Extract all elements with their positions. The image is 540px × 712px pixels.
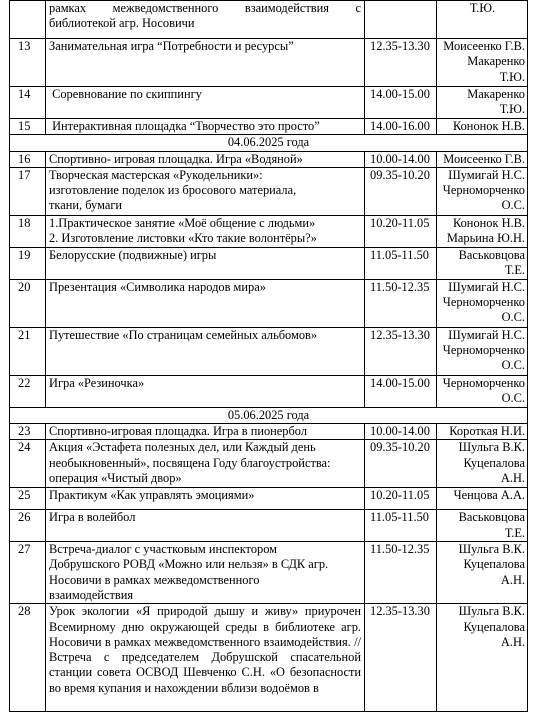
- responsible-cell: Шумигай Н.С. Черноморченко О.С.: [437, 327, 528, 375]
- row-number-cell: 16: [10, 151, 46, 167]
- responsible-cell: Короткая Н.И.: [437, 424, 528, 440]
- date-header: 05.06.2025 года: [10, 407, 528, 423]
- row-number-cell: 26: [10, 510, 46, 542]
- schedule-table: [9, 0, 528, 712]
- date-header-row: [10, 407, 528, 423]
- event-name-cell: Практикум «Как управлять эмоциями»: [46, 488, 365, 510]
- table-row: [10, 87, 528, 119]
- date-header: 04.06.2025 года: [10, 135, 528, 151]
- row-number-cell: [10, 1, 46, 39]
- responsible-cell: Шумигай Н.С. Черноморченко О.С.: [437, 167, 528, 215]
- responsible-cell: Васьковцова Т.Е.: [437, 247, 528, 279]
- responsible-cell: Шульга В.К. Куцепалова А.Н.: [437, 604, 528, 712]
- table-row: [10, 247, 528, 279]
- responsible-cell: Васьковцова Т.Е.: [437, 510, 528, 542]
- table-row: [10, 375, 528, 407]
- time-cell: 09.35-10.20: [365, 167, 437, 215]
- row-number-cell: 17: [10, 167, 46, 215]
- row-number-cell: 21: [10, 327, 46, 375]
- event-name-cell: 1.Практическое занятие «Моё общение с людьми» 2. Изготовление листовки «Кто такие волонтёры?»: [46, 215, 365, 247]
- time-cell: 12.35-13.30: [365, 327, 437, 375]
- event-name-cell: Занимательная игра “Потребности и ресурсы”: [46, 39, 365, 87]
- event-name-cell: Урок экологии «Я природой дышу и живу» приурочен Всемирному дню окружающей среды в библиотеке агр. Носовичи в рамках межведомственного взаимодействия. //Встреча с председателем Добрушской спасательной станции совета ОСВОД Шевченко С.Н. «О безопасности во время купания и нахождении вблизи водоёмов в: [46, 604, 365, 712]
- table-row: [10, 424, 528, 440]
- responsible-cell: Моисеенко Г.В.: [437, 151, 528, 167]
- table-row: [10, 119, 528, 135]
- event-name-cell: Белорусские (подвижные) игры: [46, 247, 365, 279]
- time-cell: [365, 1, 437, 39]
- table-row: [10, 510, 528, 542]
- responsible-cell: Макаренко Т.Ю.: [437, 87, 528, 119]
- time-cell: 14.00-15.00: [365, 375, 437, 407]
- row-number-cell: 20: [10, 279, 46, 327]
- responsible-cell: Черноморченко О.С.: [437, 375, 528, 407]
- event-name-cell: Спортивно- игровая площадка. Игра «Водяной»: [46, 151, 365, 167]
- event-name-line: рамках межведомственного взаимодействия с: [49, 1, 361, 15]
- time-cell: 10.00-14.00: [365, 424, 437, 440]
- table-row: [10, 1, 528, 39]
- time-cell: 12.35-13.30: [365, 39, 437, 87]
- event-name-cell: Встреча-диалог с участковым инспектором Добрушского РОВД «Можно или нельзя» в СДК агр. Носовичи в рамках межведомственного взаимодействия: [46, 542, 365, 604]
- event-name-cell: Игра в волейбол: [46, 510, 365, 542]
- row-number-cell: 13: [10, 39, 46, 87]
- event-name-cell: Творческая мастерская «Рукодельники»: изготовление поделок из бросового материала, ткани, бумаги: [46, 167, 365, 215]
- row-number-cell: 24: [10, 440, 46, 488]
- schedule-sheet: [9, 0, 527, 712]
- row-number-cell: 28: [10, 604, 46, 712]
- time-cell: 14.00-16.00: [365, 119, 437, 135]
- time-cell: 10.20-11.05: [365, 488, 437, 510]
- event-name-cell: Презентация «Символика народов мира»: [46, 279, 365, 327]
- event-name-cell: Игра «Резиночка»: [46, 375, 365, 407]
- responsible-cell: Ченцова А.А.: [437, 488, 528, 510]
- table-row: [10, 327, 528, 375]
- time-cell: 11.50-12.35: [365, 279, 437, 327]
- responsible-cell: Шумигай Н.С. Черноморченко О.С.: [437, 279, 528, 327]
- table-row: [10, 215, 528, 247]
- row-number-cell: 19: [10, 247, 46, 279]
- table-row: [10, 604, 528, 712]
- event-name-cell: Акция «Эстафета полезных дел, или Каждый день необыкновенный», посвящена Году благоустройства: операция «Чистый двор»: [46, 440, 365, 488]
- row-number-cell: 27: [10, 542, 46, 604]
- row-number-cell: 22: [10, 375, 46, 407]
- responsible-cell: Кононок Н.В.: [437, 119, 528, 135]
- table-row: [10, 151, 528, 167]
- table-row: [10, 39, 528, 87]
- table-row: [10, 542, 528, 604]
- responsible-cell: Т.Ю.: [437, 1, 528, 39]
- event-name-cell: Спортивно-игровая площадка. Игра в пионербол: [46, 424, 365, 440]
- date-header-row: [10, 135, 528, 151]
- time-cell: 11.50-12.35: [365, 542, 437, 604]
- responsible-cell: Шульга В.К. Куцепалова А.Н.: [437, 440, 528, 488]
- table-row: [10, 279, 528, 327]
- time-cell: 12.35-13.30: [365, 604, 437, 712]
- time-cell: 09.35-10.20: [365, 440, 437, 488]
- table-row: [10, 440, 528, 488]
- time-cell: 10.20-11.05: [365, 215, 437, 247]
- responsible-cell: Шульга В.К. Куцепалова А.Н.: [437, 542, 528, 604]
- row-number-cell: 15: [10, 119, 46, 135]
- responsible-cell: Кононок Н.В. Марьина Ю.Н.: [437, 215, 528, 247]
- event-name-cell: Соревнование по скиппингу: [46, 87, 365, 119]
- time-cell: 11.05-11.50: [365, 247, 437, 279]
- event-name-cell: Интерактивная площадка “Творчество это просто”: [46, 119, 365, 135]
- time-cell: 10.00-14.00: [365, 151, 437, 167]
- table-row: [10, 167, 528, 215]
- row-number-cell: 23: [10, 424, 46, 440]
- time-cell: 14.00-15.00: [365, 87, 437, 119]
- event-name-cell: Путешествие «По страницам семейных альбомов»: [46, 327, 365, 375]
- row-number-cell: 18: [10, 215, 46, 247]
- event-name-cell: [46, 1, 365, 39]
- row-number-cell: 14: [10, 87, 46, 119]
- responsible-cell: Моисеенко Г.В. Макаренко Т.Ю.: [437, 39, 528, 87]
- row-number-cell: 25: [10, 488, 46, 510]
- event-name-line: библиотекой агр. Носовичи: [49, 16, 195, 31]
- time-cell: 11.05-11.50: [365, 510, 437, 542]
- table-row: [10, 488, 528, 510]
